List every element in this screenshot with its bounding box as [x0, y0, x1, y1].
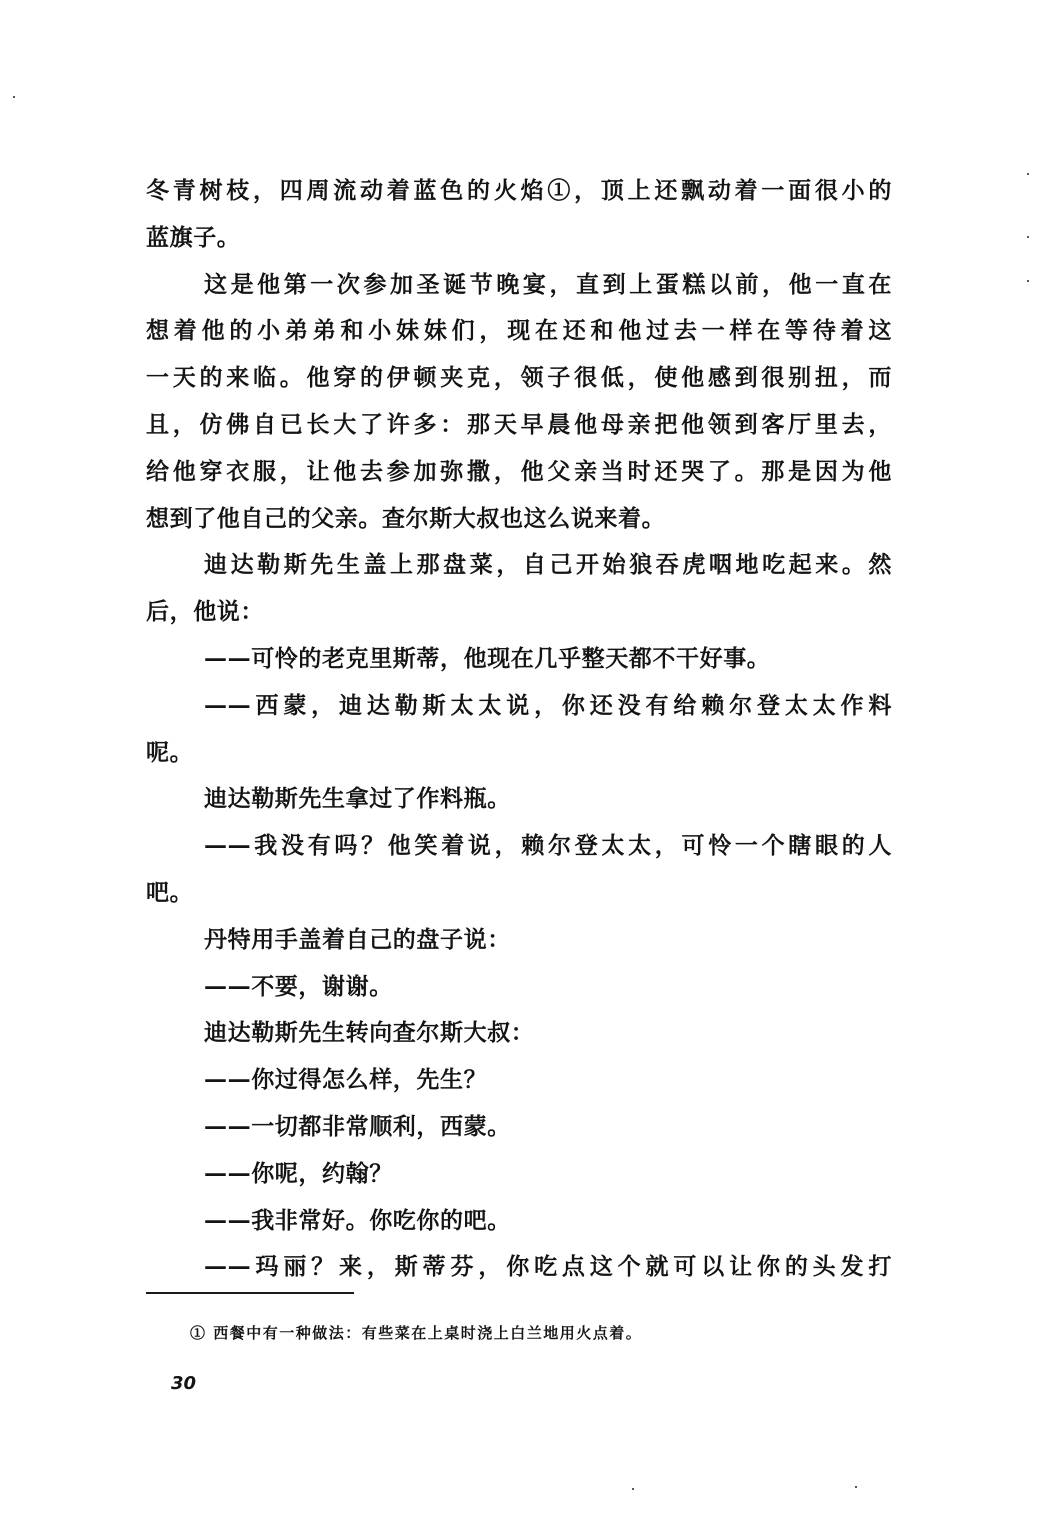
- text-line: ——不要，谢谢。: [204, 972, 393, 1000]
- text-line: 一天的来临。他穿的伊顿夹克，领子很低，使他感到很别扭，而: [146, 364, 892, 392]
- scan-speck: [855, 1486, 857, 1488]
- text-line: ——一切都非常顺利，西蒙。: [204, 1112, 511, 1140]
- footnote-divider: [146, 1292, 354, 1294]
- text-line: 蓝旗子。: [146, 223, 241, 251]
- text-line: ——你呢，约翰？: [204, 1159, 393, 1187]
- scan-speck: [1027, 280, 1029, 282]
- page-number: 30: [171, 1373, 197, 1394]
- scan-speck: [13, 96, 15, 98]
- text-line: 迪达勒斯先生盖上那盘菜，自己开始狼吞虎咽地吃起来。然: [204, 551, 892, 579]
- scan-speck: [632, 1488, 634, 1490]
- text-line: 丹特用手盖着自己的盘子说：: [204, 925, 511, 953]
- text-line: ——我没有吗？他笑着说，赖尔登太太，可怜一个瞎眼的人: [204, 832, 892, 860]
- footnote: ① 西餐中有一种做法：有些菜在上桌时浇上白兰地用火点着。: [190, 1324, 643, 1342]
- text-line: 想着他的小弟弟和小妹妹们，现在还和他过去一样在等待着这: [146, 317, 892, 345]
- text-line: ——我非常好。你吃你的吧。: [204, 1206, 511, 1234]
- text-line: 且，仿佛自已长大了许多：那天早晨他母亲把他领到客厅里去，: [146, 410, 892, 438]
- text-line: 呢。: [146, 738, 194, 766]
- scan-speck: [1027, 236, 1029, 238]
- text-line: 想到了他自己的父亲。查尔斯大叔也这么说来着。: [146, 504, 666, 532]
- text-line: 给他穿衣服，让他去参加弥撒，他父亲当时还哭了。那是因为他: [146, 457, 892, 485]
- scan-speck: [1027, 173, 1029, 175]
- text-line: ——可怜的老克里斯蒂，他现在几乎整天都不干好事。: [204, 644, 771, 672]
- text-line: 迪达勒斯先生拿过了作料瓶。: [204, 785, 511, 813]
- text-line: 这是他第一次参加圣诞节晚宴，直到上蛋糕以前，他一直在: [204, 270, 892, 298]
- text-line: 冬青树枝，四周流动着蓝色的火焰①，顶上还飘动着一面很小的: [146, 177, 892, 204]
- text-line: 吧。: [146, 878, 194, 906]
- text-line: ——你过得怎么样，先生？: [204, 1066, 488, 1094]
- text-line: 迪达勒斯先生转向查尔斯大叔：: [204, 1019, 535, 1047]
- text-line: ——西蒙，迪达勒斯太太说，你还没有给赖尔登太太作料: [204, 691, 892, 719]
- body-text: [146, 168, 892, 1291]
- text-line: 后，他说：: [146, 598, 264, 626]
- text-line: ——玛丽？来，斯蒂芬，你吃点这个就可以让你的头发打: [204, 1253, 892, 1281]
